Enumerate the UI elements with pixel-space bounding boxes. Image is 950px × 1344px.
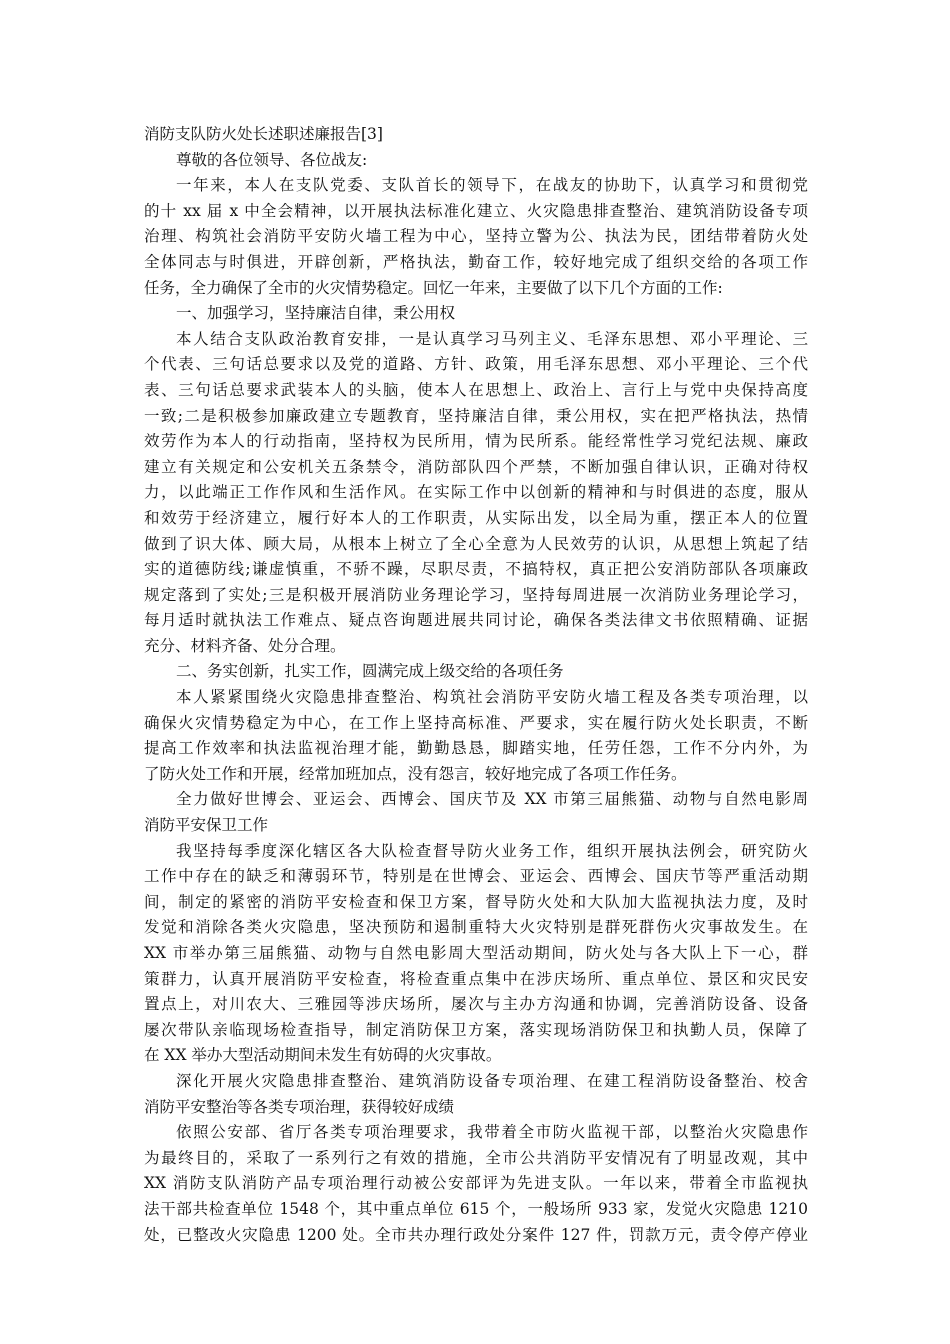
- text-line: 做到了识大体、顾大局，从根本上树立了全心全意为人民效劳的认识，从思想上筑起了结: [144, 534, 808, 553]
- text-line: 一致;二是积极参加廉政建立专题教育，坚持廉洁自律，秉公用权，实在把严格执法，热情: [144, 406, 808, 425]
- text-line: 全体同志与时俱进，开辟创新，严格执法，勤奋工作，较好地完成了组织交给的各项工作: [144, 252, 808, 271]
- text-line: 和效劳于经济建立，履行好本人的工作职责，从实际出发，以全局为重，摆正本人的位置: [144, 508, 808, 527]
- text-line: 置点上，对川农大、三雅园等涉庆场所，屡次与主办方沟通和协调，完善消防设备、设备: [144, 995, 808, 1014]
- text-line: 了防火处工作和开展，经常加班加点，没有怨言，较好地完成了各项工作任务。: [144, 764, 687, 783]
- text-line: 治理、构筑社会消防平安防火墙工程为中心，坚持立警为公、执法为民，团结带着防火处: [144, 227, 808, 246]
- text-line: 在 XX 举办大型活动期间未发生有妨碍的火灾事故。: [144, 1046, 502, 1065]
- text-line: 处，已整改火灾隐患 1200 处。全市共办理行政处分案件 127 件，罚款万元，责令停产停业: [144, 1225, 808, 1244]
- text-line: 消防平安整治等各类专项治理，获得较好成绩: [144, 1097, 455, 1116]
- text-line: 本人紧紧围绕火灾隐患排查整治、构筑社会消防平安防火墙工程及各类专项治理，以: [176, 688, 808, 707]
- text-line: 每月适时就执法工作难点、疑点咨询题进展共同讨论，确保各类法律文书依照精确、证据: [144, 611, 808, 630]
- text-line: 任务，全力确保了全市的火灾情势稳定。回忆一年来，主要做了以下几个方面的工作:: [144, 278, 723, 297]
- text-line: 力，以此端正工作作风和生活作风。在实际工作中以创新的精神和与时俱进的态度，服从: [144, 483, 808, 502]
- text-line: 提高工作效率和执法监视治理才能，勤勤恳恳，脚踏实地，任劳任怨，工作不分内外，为: [144, 739, 808, 758]
- text-line: 二、务实创新，扎实工作，圆满完成上级交给的各项任务: [176, 662, 564, 681]
- text-line: 规定落到了实处;三是积极开展消防业务理论学习，坚持每周进展一次消防业务理论学习，: [144, 585, 808, 604]
- text-line: 充分、材料齐备、处分合理。: [144, 636, 346, 655]
- text-line: 消防平安保卫工作: [144, 816, 269, 835]
- text-line: 尊敬的各位领导、各位战友:: [176, 150, 368, 169]
- text-line: 的十 xx 届 x 中全会精神，以开展执法标准化建立、火灾隐患排查整治、建筑消防设备专项: [144, 201, 808, 220]
- text-line: 深化开展火灾隐患排查整治、建筑消防设备专项治理、在建工程消防设备整治、校舍: [176, 1071, 808, 1090]
- text-line: 我坚持每季度深化辖区各大队检查督导防火业务工作，组织开展执法例会，研究防火: [176, 841, 808, 860]
- document-title: 消防支队防火处长述职述廉报告[3]: [144, 125, 383, 143]
- text-line: 工作中存在的缺乏和薄弱环节，特别是在世博会、亚运会、西博会、国庆节等严重活动期: [144, 867, 808, 886]
- text-line: 发觉和消除各类火灾隐患，坚决预防和遏制重特大火灾特别是群死群伤火灾事故发生。在: [144, 918, 808, 937]
- text-line: 效劳作为本人的行动指南，坚持权为民所用，情为民所系。能经常性学习党纪法规、廉政: [144, 432, 808, 451]
- text-line: 一、加强学习，坚持廉洁自律，秉公用权: [176, 304, 456, 323]
- text-line: 一年来，本人在支队党委、支队首长的领导下，在战友的协助下，认真学习和贯彻党: [176, 176, 808, 195]
- text-line: 法干部共检查单位 1548 个，其中重点单位 615 个，一般场所 933 家，发觉火灾隐患 1210: [144, 1199, 808, 1218]
- text-line: 依照公安部、省厅各类专项治理要求，我带着全市防火监视干部，以整治火灾隐患作: [176, 1123, 808, 1142]
- text-line: 策群力，认真开展消防平安检查，将检查重点集中在涉庆场所、重点单位、景区和灾民安: [144, 969, 808, 988]
- document-page: [144, 122, 808, 1248]
- text-line: 个代表、三句话总要求以及党的道路、方针、政策，用毛泽东思想、邓小平理论、三个代: [144, 355, 808, 374]
- text-line: 为最终目的，采取了一系列行之有效的措施，全市公共消防平安情况有了明显改观，其中: [144, 1148, 808, 1167]
- text-line: 间，制定的紧密的消防平安检查和保卫方案，督导防火处和大队加大监视执法力度，及时: [144, 892, 808, 911]
- text-line: 全力做好世博会、亚运会、西博会、国庆节及 XX 市第三届熊猫、动物与自然电影周: [176, 790, 808, 809]
- text-line: XX 市举办第三届熊猫、动物与自然电影周大型活动期间，防火处与各大队上下一心，群: [144, 944, 808, 962]
- text-line: 建立有关规定和公安机关五条禁令，消防部队四个严禁，不断加强自律认识，正确对待权: [144, 457, 808, 476]
- text-line: 表、三句话总要求武装本人的头脑，使本人在思想上、政治上、言行上与党中央保持高度: [144, 380, 808, 399]
- text-line: 本人结合支队政治教育安排，一是认真学习马列主义、毛泽东思想、邓小平理论、三: [176, 329, 808, 348]
- text-line: 屡次带队亲临现场检查指导，制定消防保卫方案，落实现场消防保卫和执勤人员，保障了: [144, 1020, 808, 1039]
- text-line: 确保火灾情势稳定为中心，在工作上坚持高标准、严要求，实在履行防火处长职责，不断: [144, 713, 808, 732]
- text-line: XX 消防支队消防产品专项治理行动被公安部评为先进支队。一年以来，带着全市监视执: [144, 1174, 808, 1193]
- text-line: 实的道德防线;谦虚慎重，不骄不躁，尽职尽责，不搞特权，真正把公安消防部队各项廉政: [144, 560, 808, 579]
- document-body: [144, 148, 808, 1249]
